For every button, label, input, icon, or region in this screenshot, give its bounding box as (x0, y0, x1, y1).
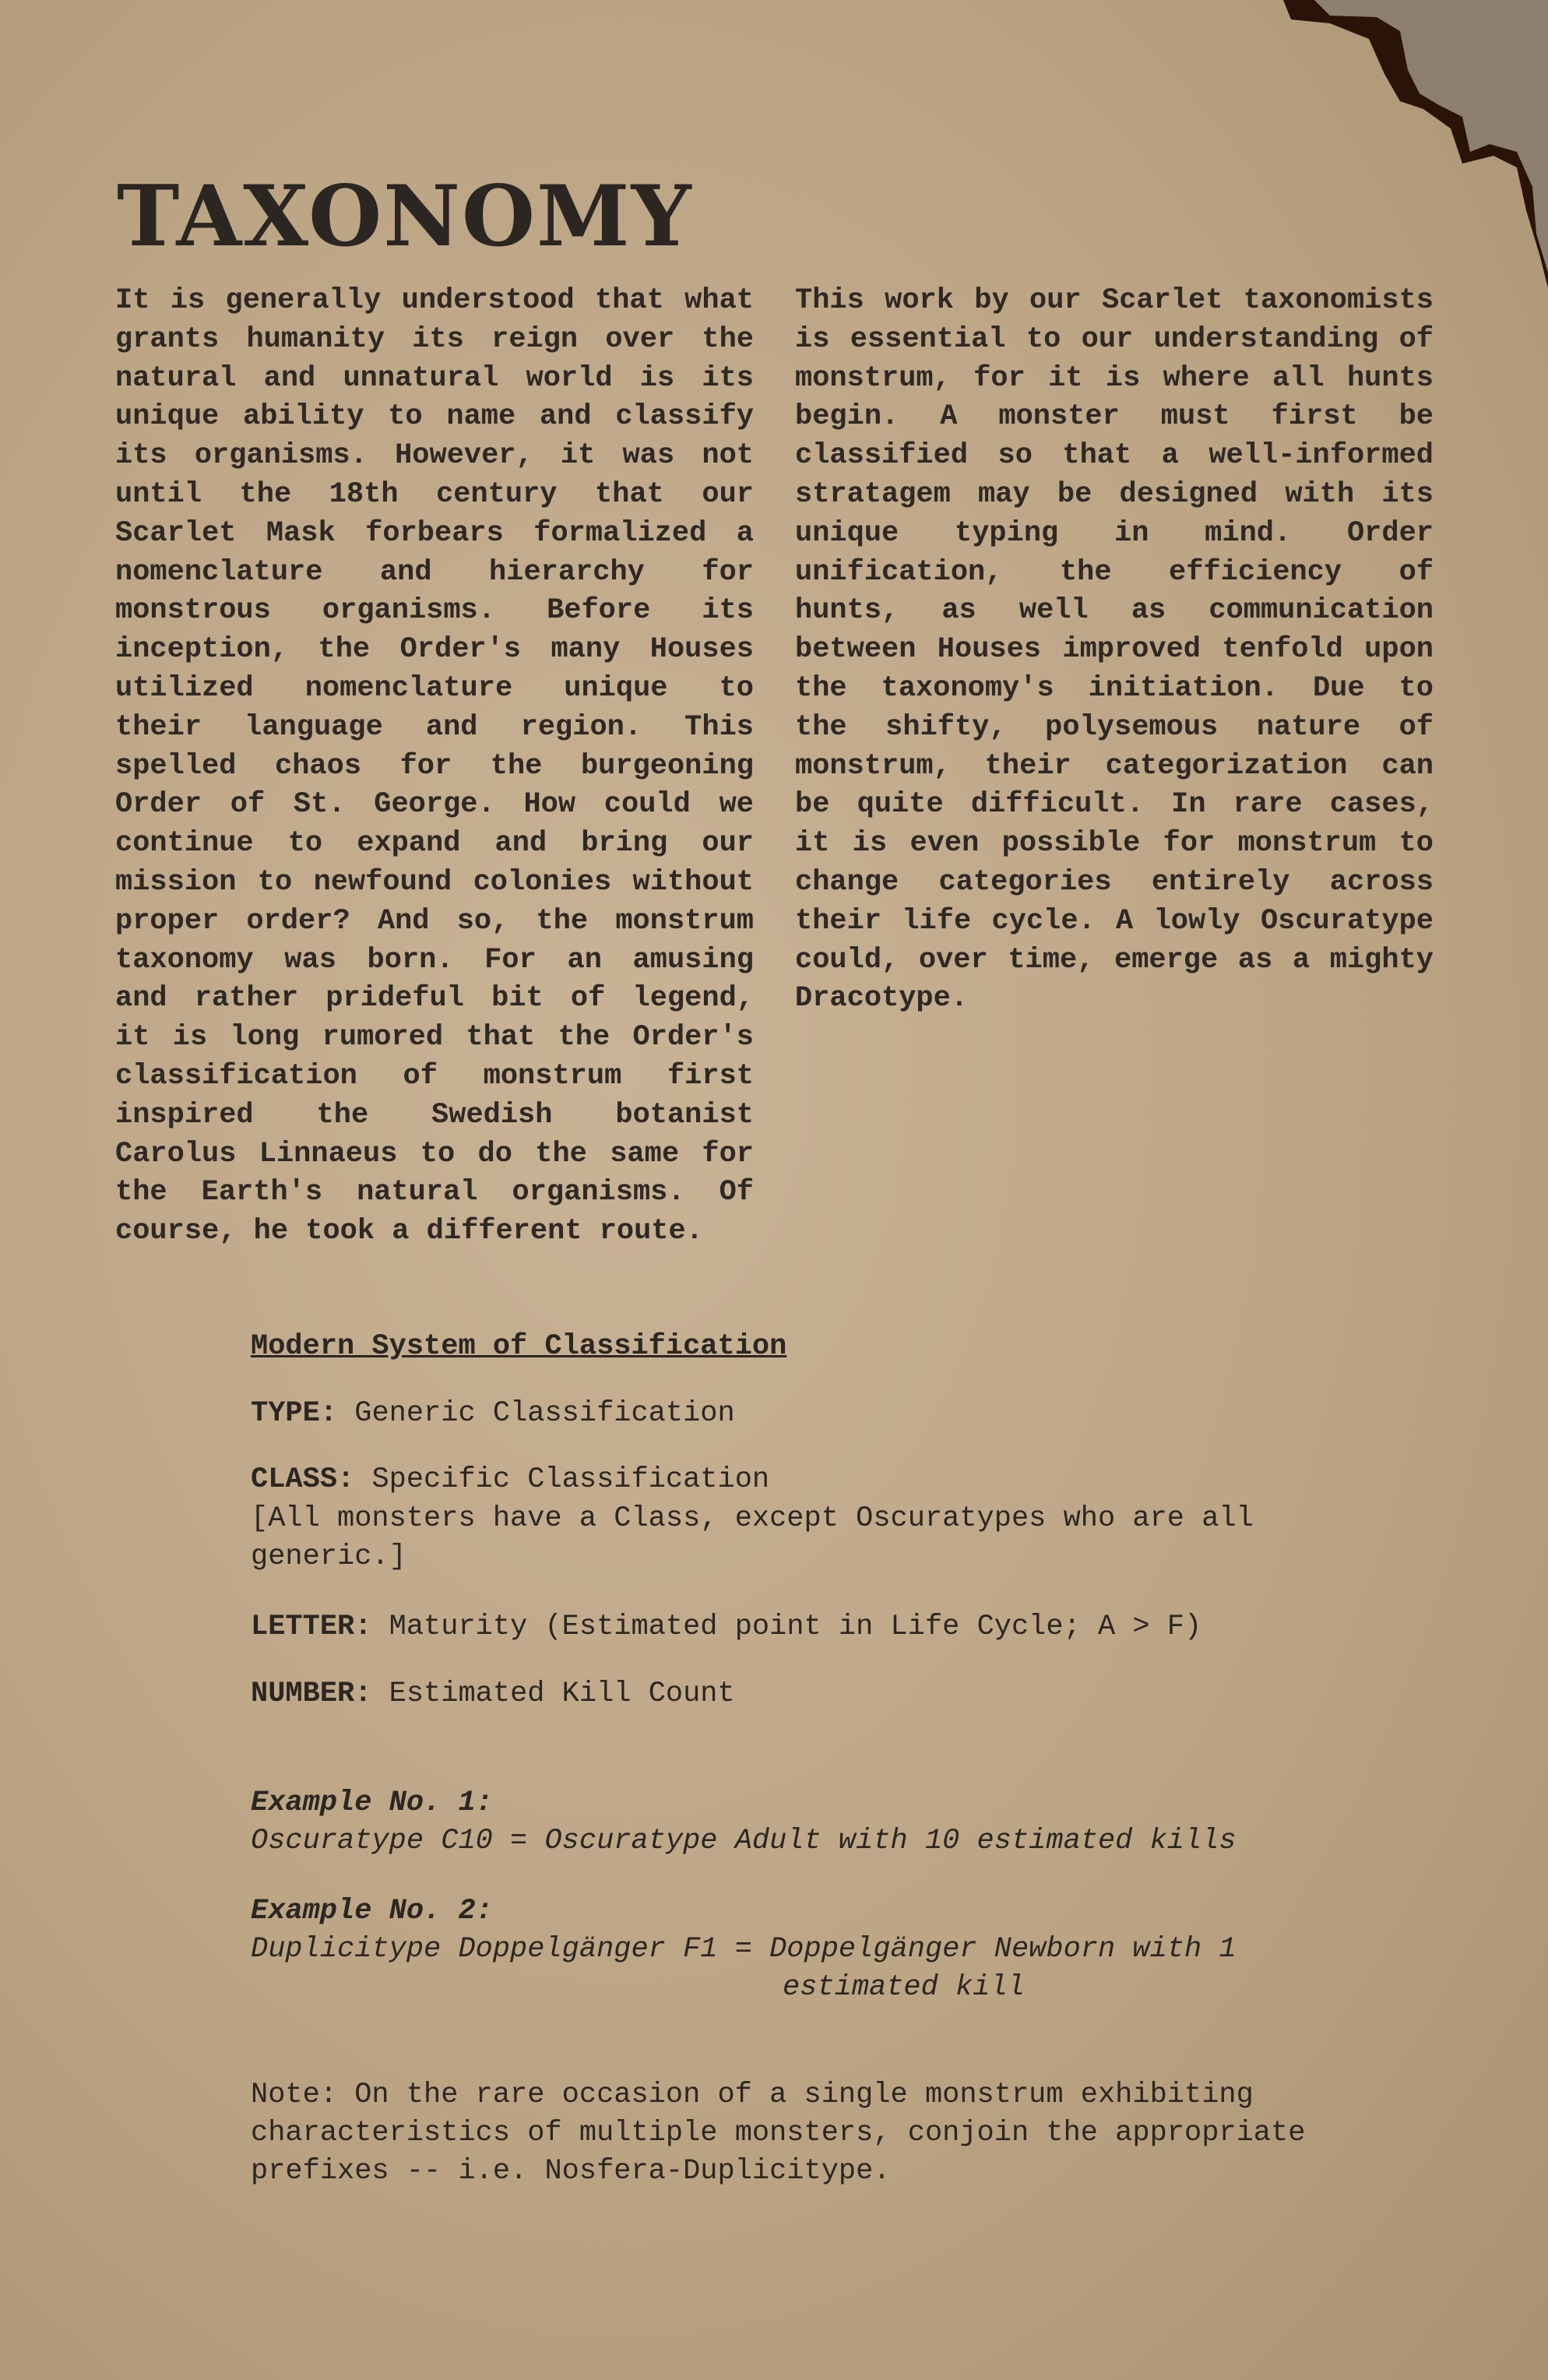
letter-label: LETTER: (251, 1611, 372, 1643)
class-row (251, 1461, 769, 1499)
type-value: Generic Classification (337, 1397, 735, 1430)
example2-text-cont: estimated kill (783, 1971, 1025, 2004)
example2-label: Example No. 2: (251, 1895, 493, 1928)
letter-value: Maturity (Estimated point in Life Cycle; A > F) (371, 1611, 1202, 1643)
class-value: Specific Classification (354, 1463, 770, 1496)
number-value: Estimated Kill Count (371, 1678, 735, 1710)
page-title: TAXONOMY (117, 167, 693, 266)
example1-label: Example No. 1: (251, 1787, 493, 1819)
example1-text: Oscuratype C10 = Oscuratype Adult with 10 estimated kills (251, 1825, 1237, 1857)
note-line: Note: On the rare occasion of a single monstrum exhibiting (251, 2079, 1254, 2111)
classification-heading: Modern System of Classification (251, 1330, 787, 1363)
number-row (251, 1675, 735, 1713)
note-line: characteristics of multiple monsters, conjoin the appropriate (251, 2117, 1306, 2149)
number-label: NUMBER: (251, 1678, 372, 1710)
class-note-line: [All monsters have a Class, except Oscuratypes who are all (251, 1502, 1254, 1535)
letter-row (251, 1608, 1201, 1646)
burnt-corner (1283, 0, 1548, 288)
type-row (251, 1395, 735, 1433)
body-column-right: This work by our Scarlet taxonomists is essential to our understanding of monstrum, for it is where all hunts begin. A monster must first be classified so that a well-informed stratagem may be designed with its unique typing in mind. Order unification, the efficiency of hunts, as well as communication between Houses improved tenfold upon the taxonomy's initiation. Due to the shifty, polysemous nature of monstrum, their categorization can be quite difficult. In rare cases, it is even possible for monstrum to change categories entirely across their life cycle. A lowly Oscuratype could, over time, emerge as a mighty Dracotype. (795, 284, 1434, 1016)
example2-text: Duplicitype Doppelgänger F1 = Doppelgänger Newborn with 1 (251, 1933, 1237, 1966)
type-label: TYPE: (251, 1397, 338, 1430)
note-line: prefixes -- i.e. Nosfera-Duplicitype. (251, 2155, 891, 2188)
body-column-left: It is generally understood that what grants humanity its reign over the natural and unnatural world is its unique ability to name and classify its organisms. However, it was not until the 18th century that our Scarlet Mask forbears formalized a nomenclature and hierarchy for monstrous organisms. Before its inception, the Order's many Houses utilized nomenclature unique to their language and region. This spelled chaos for the burgeoning Order of St. George. How could we continue to expand and bring our mission to newfound colonies without proper order? And so, the monstrum taxonomy was born. For an amusing and rather prideful bit of legend, it is long rumored that the Order's classification of monstrum first inspired the Swedish botanist Carolus Linnaeus to do the same for the Earth's natural organisms. Of course, he took a different route. (115, 284, 754, 1248)
class-label: CLASS: (251, 1463, 355, 1496)
class-note-line: generic.] (251, 1540, 406, 1573)
